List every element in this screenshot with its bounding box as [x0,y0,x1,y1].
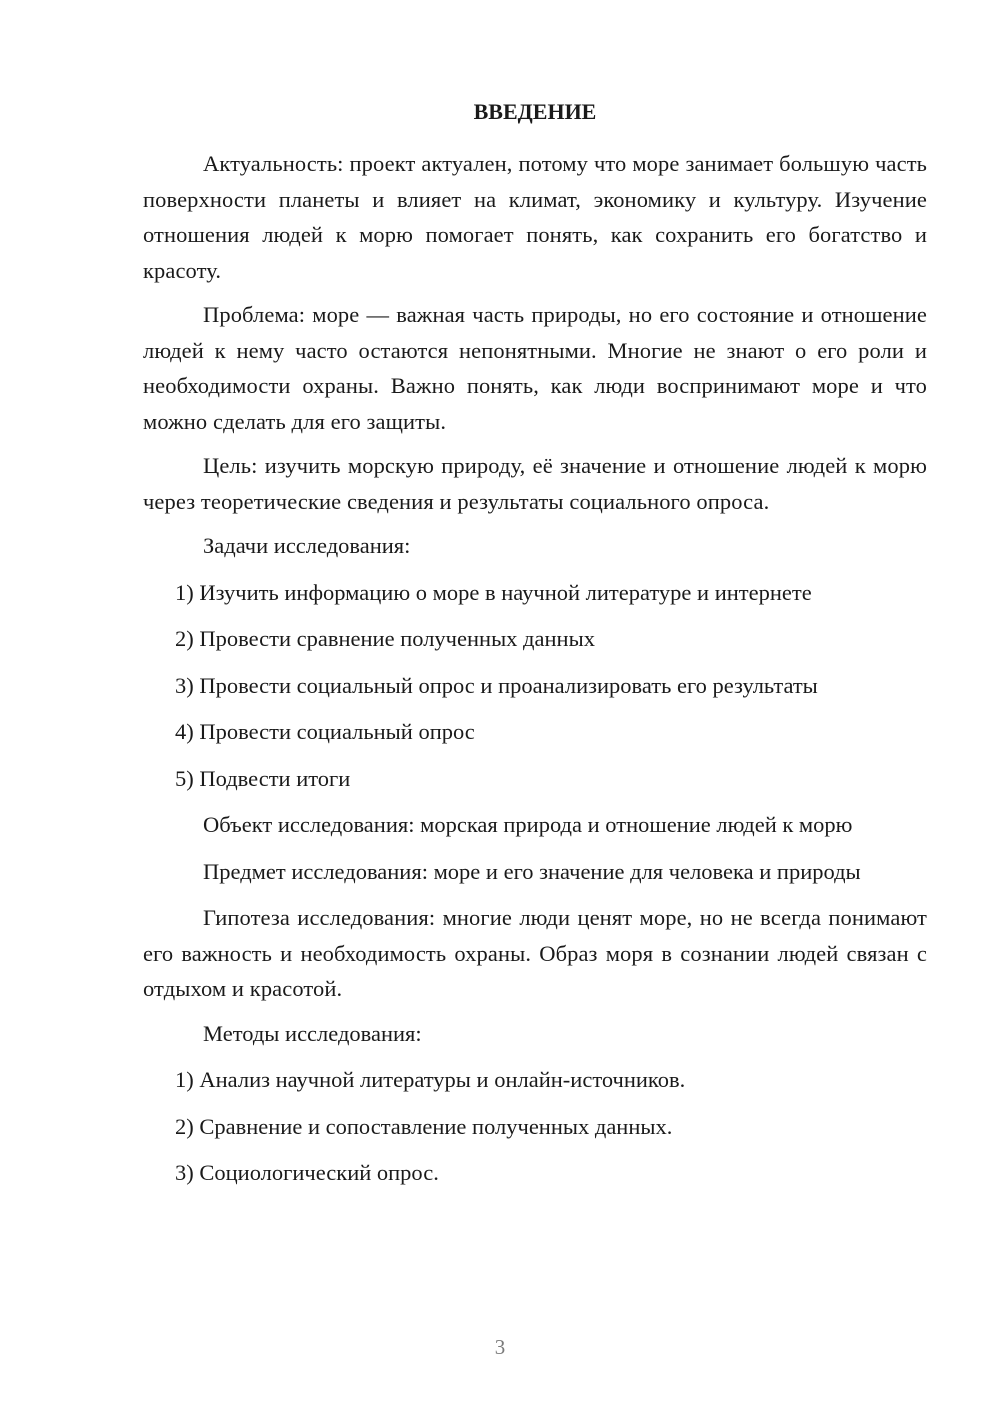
document-body [143,94,927,1191]
method-item: 1) Анализ научной литературы и онлайн-источников. [175,1067,686,1092]
tasks-heading: Задачи исследования: [203,533,411,558]
goal-paragraph: Цель: изучить морскую природу, её значение и отношение людей к морю через теоретические сведения и результаты социального опроса. [143,453,927,514]
task-item: 4) Провести социальный опрос [175,719,475,744]
method-item: 2) Сравнение и сопоставление полученных данных. [175,1113,673,1139]
method-item: 3) Социологический опрос. [175,1160,439,1185]
methods-list [143,1062,927,1191]
page-number: 3 [494,1335,506,1359]
task-item: 5) Подвести итоги [175,765,351,791]
task-item: 1) Изучить информацию о море в научной литературе и интернете [175,579,812,605]
research-object: Объект исследования: морская природа и отношение людей к морю [203,812,853,837]
page-title: ВВЕДЕНИЕ [473,99,597,124]
tasks-list [143,575,927,797]
task-item: 2) Провести сравнение полученных данных [175,626,595,651]
relevance-paragraph: Актуальность: проект актуален, потому что море занимает большую часть поверхности планеты и влияет на климат, экономику и культуру. Изучение отношения людей к морю помогает понять, как сохранить его богатство и красоту. [143,151,927,283]
hypothesis-paragraph: Гипотеза исследования: многие люди ценят море, но не всегда понимают его важность и необходимость охраны. Образ моря в сознании людей связан с отдыхом и красотой. [143,905,927,1001]
methods-heading: Методы исследования: [203,1020,422,1046]
task-item: 3) Провести социальный опрос и проанализировать его результаты [175,672,818,698]
problem-paragraph: Проблема: море — важная часть природы, но его состояние и отношение людей к нему часто остаются непонятными. Многие не знают о его роли и необходимости охраны. Важно понять, как люди воспринимают море и что можно сделать для его защиты. [143,302,927,434]
research-subject: Предмет исследования: море и его значение для человека и природы [203,858,861,884]
